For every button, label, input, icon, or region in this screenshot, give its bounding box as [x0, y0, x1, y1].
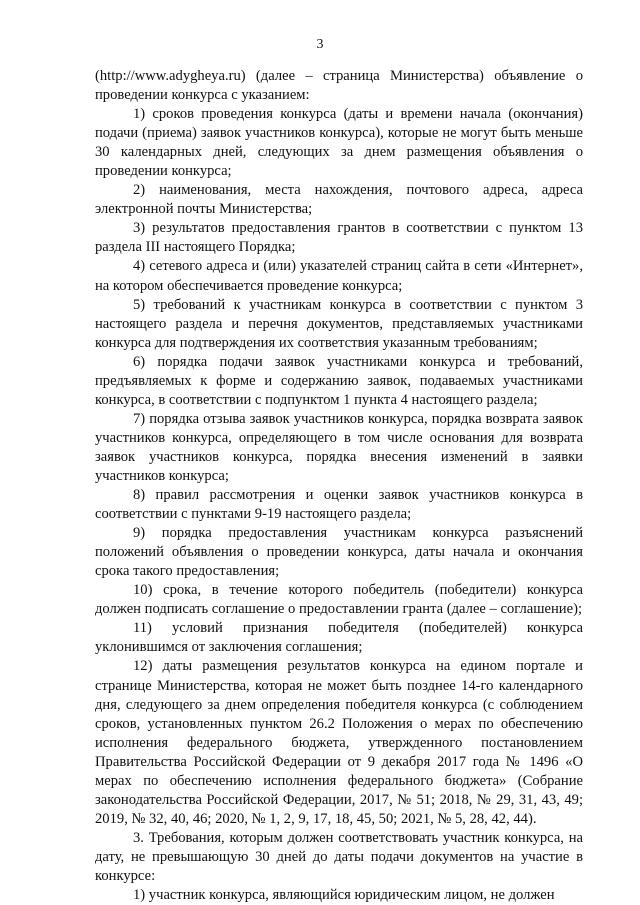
document-body: [95, 67, 583, 905]
list-item-7: 7) порядка отзыва заявок участников конкурса, порядка возврата заявок участников конкурса, определяющего в том числе основания для возврата заявок участников конкурса, порядка внесения изменений в заявки участников конкурса;: [95, 410, 583, 484]
list-item-12: 12) даты размещения результатов конкурса на едином портале и странице Министерства, которая не может быть позднее 14-го календарного дня, следующего за днем определения победителя конкурса (с соблюдением сроков, установленных пунктом 26.2 Положения о мерах по обеспечению исполнения федерального бюджета, утвержденного постановлением Правительства Российской Федерации от 9 декабря 2017 года № 1496 «О мерах по обеспечению исполнения федерального бюджета» (Собрание законодательства Российской Федерации, 2017, № 51; 2018, № 29, 31, 43, 49; 2019, № 32, 40, 46; 2020, № 1, 2, 9, 17, 18, 45, 50; 2021, № 5, 28, 42, 44).: [95, 658, 583, 827]
section-3-paragraph: 3. Требования, которым должен соответствовать участник конкурса, на дату, не превышающую 30 дней до даты подачи документов на участие в конкурсе:: [95, 829, 583, 884]
list-item-2: 2) наименования, места нахождения, почтового адреса, адреса электронной почты Министерства;: [95, 182, 583, 218]
list-item-6: 6) порядка подачи заявок участниками конкурса и требований, предъявляемых к форме и содержанию заявок, подаваемых участниками конкурса, в соответствии с подпунктом 1 пункта 4 настоящего раздела;: [95, 353, 583, 408]
list-item-4: 4) сетевого адреса и (или) указателей страниц сайта в сети «Интернет», на котором обеспечивается проведение конкурса;: [95, 258, 583, 294]
list-item-5: 5) требований к участникам конкурса в соответствии с пунктом 3 настоящего раздела и перечня документов, представляемых участниками конкурса для подтверждения их соответствия указанным требованиям;: [95, 296, 583, 351]
paragraph-continuation: (http://www.adygheya.ru) (далее – страница Министерства) объявление о проведении конкурса с указанием:: [95, 68, 583, 104]
list-item-1: 1) сроков проведения конкурса (даты и времени начала (окончания) подачи (приема) заявок участников конкурса), которые не могут быть меньше 30 календарных дней, следующих за днем размещения объявления о проведении конкурса;: [95, 106, 583, 180]
list-item-8: 8) правил рассмотрения и оценки заявок участников конкурса в соответствии с пунктами 9-19 настоящего раздела;: [95, 487, 583, 523]
section-3-list-item-1: 1) участник конкурса, являющийся юридическим лицом, не должен: [133, 887, 555, 904]
list-item-10: 10) срока, в течение которого победитель (победители) конкурса должен подписать соглашение о предоставлении гранта (далее – соглашение);: [95, 582, 583, 618]
list-item-11: 11) условий признания победителя (победителей) конкурса уклонившимся от заключения соглашения;: [95, 620, 583, 656]
list-item-9: 9) порядка предоставления участникам конкурса разъяснений положений объявления о проведении конкурса, даты начала и окончания срока такого предоставления;: [95, 525, 583, 580]
page-number: 3: [316, 37, 324, 52]
list-item-3: 3) результатов предоставления грантов в соответствии с пунктом 13 раздела III настоящего Порядка;: [95, 220, 583, 256]
